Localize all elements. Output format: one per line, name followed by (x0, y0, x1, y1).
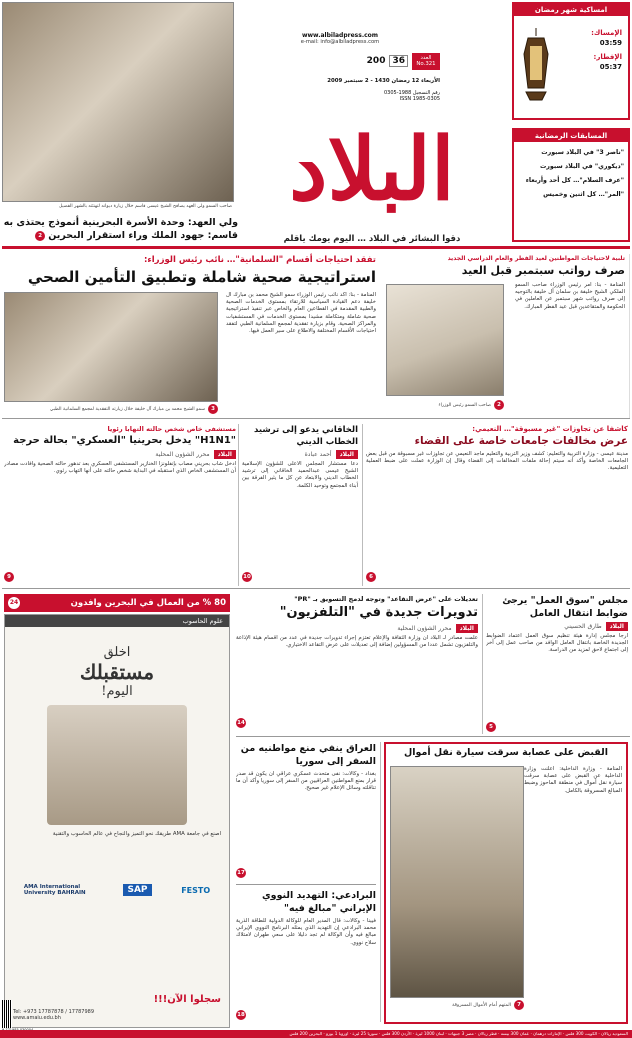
labor-section: البلاد (606, 622, 628, 631)
khaqani-section: البلاد (336, 450, 358, 459)
issue-number: No.321 (416, 61, 436, 68)
main-story-headline[interactable]: استراتيجية صحية شاملة وتطبيق التأمين الصحي (27, 268, 376, 286)
salary-caption: صاحب السمو رئيس الوزراء (438, 402, 491, 408)
salary-body: المنامة - بنا: أمر رئيس الوزراء صاحب السمو الملكي الشيخ خليفة بن سلمان آل خليفة بالتوجيه إلى صرف رواتب شهر سبتمبر عن العاملين في الحكومة والمتقاعدين قبل عيد الفطر المبارك. (515, 282, 625, 310)
labor-story (486, 594, 628, 734)
theft-page-ref: 7 (514, 1000, 524, 1010)
judiciary-kicker: كاشفا عن تجاوزات "غير مسبوقة"… النعيمي: (472, 425, 628, 433)
judiciary-body: مدينة عيسى - وزارة التربية والتعليم: كشف وزير التربية والتعليم ماجد النعيمي عن تجاوزات غير مسبوقة من قبل بعض الجامعات الخاصة وأكد أنه سيتم إحالة ملفات المخالفات إلى القضاء وقال إن الوزارة عملت على ضبط العملية التعليمية. (366, 451, 628, 472)
h1n1-byline: محرر الشؤون المحلية (155, 451, 210, 458)
masthead-info (240, 2, 440, 122)
baradei-page-ref: 18 (237, 1012, 245, 1018)
salary-headline[interactable]: صرف رواتب سبتمبر قبل العيد (461, 264, 625, 277)
footer-prices: السعودية ريالان · الكويت 300 فلس · الإمارات درهمان · عمان 300 بيسة · قطر ريالان · مصر 3 جنيهات · لبنان 1000 ليرة · الأردن 300 فلس · سوريا 25 ليرة · اوروبا 1 يورو · البحرين 200 فلس (289, 1031, 628, 1036)
col-divider-1 (238, 424, 239, 586)
website[interactable]: www.albiladpress.com (301, 32, 379, 39)
col-divider-3 (482, 594, 483, 734)
divider-2 (2, 588, 630, 589)
ad-slogan-1: اخلق (103, 645, 131, 660)
ad-ama[interactable] (4, 614, 230, 1028)
tv-body: علمت مصادر لـ البلاد أن وزارة الثقافة والإعلام تعتزم إجراء تدويرات جديدة في عدد من أقسام هيئة الإذاعة والتلفزيون تشمل عددا من المسؤولين إضافة إلى تعديلات على عرض التقاعد الاختياري. (236, 635, 478, 649)
ad-url[interactable]: www.amaiu.edu.bh (13, 1015, 61, 1021)
main-story-photo (4, 292, 218, 402)
year-number: 200 (366, 56, 386, 67)
baradei-story (236, 884, 376, 1022)
date-line: الأربعاء 12 رمضان 1430 - 2 سبتمبر 2009 (327, 77, 440, 84)
top-story-page-ref: 2 (35, 231, 45, 241)
iftar-time: 05:37 (599, 63, 622, 71)
logo-text: البلاد (289, 119, 455, 220)
labor-byline: طارق الحسيني (564, 623, 602, 630)
masthead-logo (238, 110, 506, 260)
khaqani-body: دعا مستشار المجلس الأعلى للشؤون الإسلامية الشيخ عيسى عبدالحميد الخاقاني إلى ترشيد الخطاب الديني والابتعاد عن كل ما يثير الفرقة بين أبناء المجتمع وتوحيد الكلمة. (242, 461, 358, 489)
ad-register: سجلوا الآن!!! (153, 994, 221, 1005)
iraq-story (236, 742, 376, 880)
contest-line-2: "ديكوري" في البلاد سبورت (539, 163, 624, 170)
contest-line-4: "المر"… كل اثنين وخميس (543, 191, 624, 198)
iftar-label: الإفطار: (593, 53, 622, 61)
salary-page-ref: 2 (494, 400, 504, 410)
top-story-headline-2[interactable]: قاسم: جهود الملك وراء استقرار البحرين (48, 230, 238, 241)
issue-box (412, 53, 440, 70)
workers-banner[interactable] (4, 594, 230, 612)
iraq-page-ref: 17 (237, 870, 245, 876)
main-story (4, 254, 376, 416)
contests-box (512, 128, 630, 242)
ad-tag: علوم الحاسوب (182, 617, 223, 625)
ramadan-box (512, 2, 630, 120)
theft-body: المنامة - وزارة الداخلية: أعلنت وزارة الداخلية عن القبض على عصابة سرقت سيارة نقل أموال في منطقة الماحوز وضبط المبالغ المسروقة بالكامل. (524, 766, 622, 794)
theft-caption: المتهم أمام الأموال المسروقة (452, 1002, 511, 1008)
imsak-label: الإمساك: (591, 29, 622, 37)
footer-prices-bar (0, 1030, 632, 1038)
workers-banner-text: 80 % من العمال في البحرين وافدون (70, 598, 226, 608)
col-divider-2 (362, 424, 363, 586)
contests-title: المسابقات الرمضانية (514, 130, 628, 142)
top-photo (2, 2, 234, 202)
tv-story (236, 594, 478, 732)
day-number: 36 (389, 55, 408, 67)
masthead-rule (2, 246, 630, 249)
main-story-caption: سمو الشيخ محمد بن مبارك آل خليفة خلال زيارته التفقدية لمجمع السلمانية الطبي (49, 406, 205, 412)
top-story (2, 212, 238, 242)
ad-slogan-3: اليوم! (101, 684, 133, 699)
issn: ISSN 1985-0305 (399, 95, 440, 102)
ad-phone: Tel: +973 17787878 / 17787989 (13, 1009, 95, 1015)
khaqani-byline: أحمد عبادة (304, 451, 332, 458)
top-photo-caption: صاحب السمو ولي العهد يصافح الشيخ عيسى قاسم خلال زيارة ديوانه لتهنئته بالشهر الفضيل (58, 204, 232, 209)
contest-line-1: "ناصر 3" في البلاد سبورت (541, 149, 624, 156)
tv-byline: محرر الشؤون المحلية (397, 625, 452, 632)
tv-headline[interactable]: تدويرات جديدة في "التلفزيون" (279, 605, 478, 620)
judiciary-headline[interactable]: عرض مخالفات جامعات خاصة على القضاء (414, 435, 628, 447)
judiciary-page-ref: 6 (366, 572, 376, 582)
registration: رقم التسجيل 1988-0305 (384, 89, 440, 96)
ad-brand-ama: AMA International University BAHRAIN (23, 884, 86, 897)
theft-photo (390, 766, 524, 998)
email[interactable]: e-mail: info@albiladpress.com (300, 39, 380, 45)
h1n1-story (4, 424, 236, 586)
salary-kicker: تلبية لاحتياجات المواطنين لعيد الفطر والعام الدراسي الجديد (447, 255, 625, 262)
ad-brand-festo: FESTO (181, 885, 211, 895)
khaqani-headline[interactable]: الخاقاني يدعو إلى ترشيد الخطاب الديني (253, 425, 358, 447)
ad-slogan-2: مستقبلك (79, 660, 155, 684)
contest-line-3: "عرف السلام"… كل أحد وأربعاء (525, 177, 624, 184)
ad-body: اصنع في جامعة AMA طريقك نحو التميز والنجاح في عالم الحاسوب والتقنية (52, 831, 221, 837)
divider-3 (236, 736, 630, 737)
h1n1-kicker: مستشفى خاص شخص حالته التهابا رئويا (107, 425, 236, 433)
h1n1-headline[interactable]: "H1N1" يدخل بحرينيا "العسكري" بحالة حرجة (13, 435, 236, 446)
khaqani-page-ref: 10 (243, 574, 251, 580)
salary-story (382, 254, 630, 418)
lantern-icon (520, 26, 552, 106)
top-story-headline-1[interactable]: ولي العهد: وحدة الأسرة البحرينية أنموذج يحتذى به (3, 217, 238, 228)
labor-body: أرجأ مجلس إدارة هيئة تنظيم سوق العمل اعتماد الضوابط الجديدة الخاصة بانتقال العامل الوافد من صاحب عمل إلى آخر إلى اجتماع لاحق لمزيد من الدراسة. (486, 633, 628, 654)
issue-label: العدد (420, 55, 432, 61)
baradei-body: فيينا - وكالات: قال المدير العام للوكالة الدولية للطاقة الذرية محمد البرادعي إن التهديد الذي يمثله البرنامج النووي الإيراني مبالغ فيه وأن الوكالة لم تجد دليلا على سعي طهران لامتلاك سلاح نووي. (236, 918, 376, 946)
divider-1 (2, 418, 630, 419)
imsak-time: 03:59 (599, 39, 622, 47)
workers-page-ref: 24 (8, 597, 20, 609)
col-divider-4 (380, 742, 381, 1022)
barcode (2, 1000, 12, 1028)
main-story-kicker: تفقد احتياجات أقسام "السلمانية"… نائب رئيس الوزراء: (144, 255, 376, 265)
tv-kicker: تعديلات على "عرض التقاعد" وتوجه لدمج التسويق بـ "PR" (294, 595, 478, 603)
tv-page-ref: 14 (237, 720, 245, 726)
slogan: دقوا البشائر في البلاد … اليوم يومك ياقلم (283, 234, 461, 244)
ad-brand-sap: SAP (123, 884, 151, 896)
judiciary-story (366, 424, 628, 586)
iraq-headline[interactable]: العراق ينفي منع مواطنيه من السفر إلى سوريا (240, 743, 376, 767)
h1n1-page-ref: 9 (4, 572, 14, 582)
iraq-body: بغداد - وكالات: نفى متحدث عسكري عراقي أن يكون قد صدر قرار بمنع المواطنين العراقيين من السفر إلى سوريا وأكد أن ما تناقلته وسائل الإعلام غير صحيح. (236, 771, 376, 792)
h1n1-body: أدخل شاب بحريني مصاب بإنفلونزا الخنازير المستشفى العسكري بعد تدهور حالته الصحية وأفادت مصادر أن المستشفى الخاص الذي استقبله في البداية شخص حالته على أنها التهاب رئوي. (4, 461, 236, 475)
ramadan-title: امساكية شهر رمضان (514, 4, 628, 16)
main-story-body: المنامة - بنا: أكد نائب رئيس الوزراء سمو الشيخ محمد بن مبارك آل خليفة دعم القيادة السياسية للارتقاء بمستوى الخدمات الصحية والطبية المقدمة في القطاعين العام والخاص عبر تنفيذ استراتيجية صحية شاملة ومتكاملة مشيدا بمستوى الخدمات في المستشفيات والمراكز الصحية. وقام بزيارة تفقدية لمجمع السلمانية الطبي لتفقد احتياجات الأقسام المختلفة والاطلاع على سير العمل فيها. (226, 292, 376, 335)
khaqani-story (242, 424, 358, 586)
tv-section: البلاد (456, 624, 478, 633)
theft-headline[interactable]: القبض على عصابة سرقت سيارة نقل أموال (404, 747, 608, 758)
h1n1-section: البلاد (214, 450, 236, 459)
salary-photo (386, 284, 504, 396)
labor-headline[interactable]: مجلس "سوق العمل" يرجئ ضوابط انتقال العامل (502, 595, 628, 619)
ad-photo (47, 705, 187, 825)
theft-story (384, 742, 628, 1024)
labor-page-ref: 5 (486, 722, 496, 732)
main-story-page-ref: 3 (208, 404, 218, 414)
baradei-headline[interactable]: البرادعي: التهديد النووي الإيراني "مبالغ فيه" (261, 890, 376, 914)
